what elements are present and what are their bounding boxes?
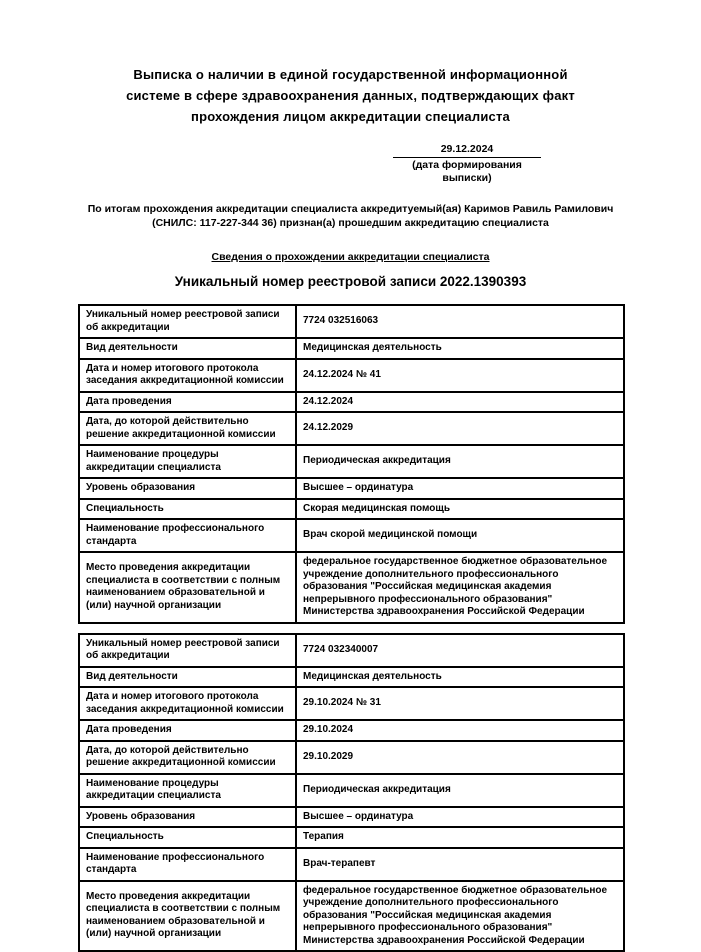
row-value: 24.12.2024 № 41 — [296, 359, 624, 392]
row-label: Наименование процедуры аккредитации специалиста — [79, 774, 296, 807]
row-value: 7724 032340007 — [296, 634, 624, 667]
table-row — [79, 881, 624, 952]
row-value: Высшее – ординатура — [296, 807, 624, 828]
row-label: Вид деятельности — [79, 667, 296, 688]
row-value: федеральное государственное бюджетное образовательное учреждение дополнительного профессионального образования "Российская медицинская академия непрерывного профессионального образования" Министерства здравоохранения Российской Федерации — [296, 881, 624, 952]
row-value: 24.12.2029 — [296, 412, 624, 445]
row-value: Периодическая аккредитация — [296, 445, 624, 478]
table-row — [79, 741, 624, 774]
extract-date: 29.12.2024 — [393, 142, 541, 158]
table-row — [79, 392, 624, 413]
accreditation-table-2 — [78, 633, 625, 952]
row-label: Наименование профессионального стандарта — [79, 848, 296, 881]
table-row — [79, 634, 624, 667]
row-value: 24.12.2024 — [296, 392, 624, 413]
accreditation-table-1 — [78, 304, 625, 624]
table-row — [79, 827, 624, 848]
row-value: Скорая медицинская помощь — [296, 499, 624, 520]
row-label: Специальность — [79, 499, 296, 520]
row-value: 29.10.2024 — [296, 720, 624, 741]
table-row — [79, 445, 624, 478]
row-value: 29.10.2024 № 31 — [296, 687, 624, 720]
table-row — [79, 667, 624, 688]
row-label: Дата проведения — [79, 392, 296, 413]
row-label: Наименование процедуры аккредитации специалиста — [79, 445, 296, 478]
row-label: Дата, до которой действительно решение аккредитационной комиссии — [79, 412, 296, 445]
row-label: Дата проведения — [79, 720, 296, 741]
row-label: Уровень образования — [79, 807, 296, 828]
table-row — [79, 687, 624, 720]
row-value: Высшее – ординатура — [296, 478, 624, 499]
document-title-line: прохождения лицом аккредитации специалиста — [78, 106, 623, 127]
row-label: Наименование профессионального стандарта — [79, 519, 296, 552]
row-value: Медицинская деятельность — [296, 667, 624, 688]
row-label: Дата, до которой действительно решение аккредитационной комиссии — [79, 741, 296, 774]
row-value: Врач-терапевт — [296, 848, 624, 881]
table-row — [79, 774, 624, 807]
section-heading: Сведения о прохождении аккредитации специалиста — [78, 251, 623, 264]
row-value: Врач скорой медицинской помощи — [296, 519, 624, 552]
table-row — [79, 720, 624, 741]
row-value: Периодическая аккредитация — [296, 774, 624, 807]
table-row — [79, 519, 624, 552]
document-title-line: Выписка о наличии в единой государственной информационной — [78, 64, 623, 85]
intro-paragraph: По итогам прохождения аккредитации специалиста аккредитуемый(ая) Каримов Равиль Рамилович (СНИЛС: 117-227-344 36) признан(а) прошедшим аккредитацию специалиста — [78, 202, 623, 230]
document-title — [78, 64, 623, 127]
record-number-heading: Уникальный номер реестровой записи 2022.1390393 — [78, 273, 623, 291]
row-label: Место проведения аккредитации специалиста в соответствии с полным наименованием образовательной и (или) научной организации — [79, 881, 296, 952]
row-label: Уникальный номер реестровой записи об аккредитации — [79, 305, 296, 338]
table-row — [79, 499, 624, 520]
row-value: 29.10.2029 — [296, 741, 624, 774]
extract-date-block — [393, 142, 541, 185]
table-row — [79, 359, 624, 392]
row-label: Уникальный номер реестровой записи об аккредитации — [79, 634, 296, 667]
row-value: федеральное государственное бюджетное образовательное учреждение дополнительного профессионального образования "Российская медицинская академия непрерывного профессионального образования" Министерства здравоохранения Российской Федерации — [296, 552, 624, 623]
row-value: Медицинская деятельность — [296, 338, 624, 359]
row-label: Уровень образования — [79, 478, 296, 499]
table-row — [79, 552, 624, 623]
row-label: Дата и номер итогового протокола заседания аккредитационной комиссии — [79, 687, 296, 720]
row-label: Специальность — [79, 827, 296, 848]
row-label: Место проведения аккредитации специалиста в соответствии с полным наименованием образовательной и (или) научной организации — [79, 552, 296, 623]
document-title-line: системе в сфере здравоохранения данных, подтверждающих факт — [78, 85, 623, 106]
row-label: Дата и номер итогового протокола заседания аккредитационной комиссии — [79, 359, 296, 392]
table-row — [79, 338, 624, 359]
table-row — [79, 807, 624, 828]
row-value: Терапия — [296, 827, 624, 848]
table-row — [79, 412, 624, 445]
extract-date-caption: (дата формирования выписки) — [393, 158, 541, 185]
row-label: Вид деятельности — [79, 338, 296, 359]
table-row — [79, 305, 624, 338]
row-value: 7724 032516063 — [296, 305, 624, 338]
table-row — [79, 848, 624, 881]
table-row — [79, 478, 624, 499]
